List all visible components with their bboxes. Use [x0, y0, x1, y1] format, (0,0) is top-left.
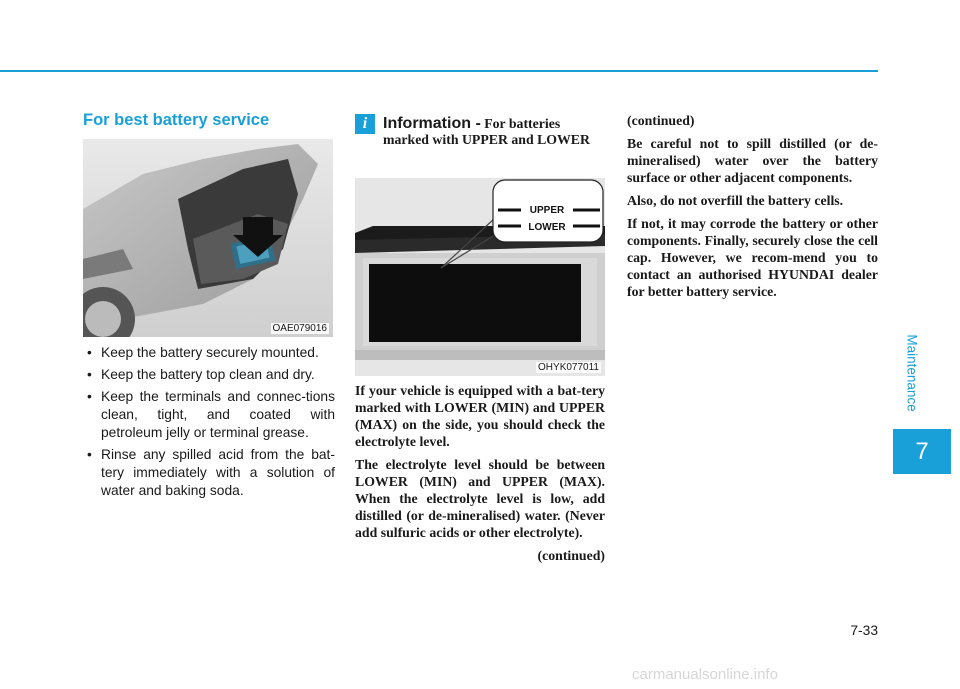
- car-trunk-illustration: [83, 139, 333, 337]
- footer-watermark: carmanualsonline.info: [632, 666, 778, 683]
- list-item: [83, 344, 335, 362]
- figure-code: OHYK077011: [538, 362, 599, 373]
- information-label: Information -: [383, 115, 481, 132]
- continued-note: (continued): [627, 113, 695, 128]
- chapter-name: Maintenance: [904, 334, 920, 412]
- information-title: For batteries marked with UPPER and LOWER: [383, 116, 590, 147]
- list-item: [83, 388, 335, 442]
- paragraph: The electrolyte level should be between LOWER (MIN) and UPPER (MAX). When the electrolyte level is low, add distilled (or de-mineralised) water. (Never add sulfuric acids or other electrolyte).: [355, 457, 605, 540]
- upper-mark-label: UPPER: [529, 205, 565, 216]
- battery-level-figure: [355, 178, 605, 376]
- paragraph: If not, it may corrode the battery or other components. Finally, securely close the cell cap. However, we recom-mend you to contact an authorised HYUNDAI dealer for better battery service.: [627, 216, 878, 299]
- information-heading: [383, 116, 609, 148]
- continued-note: (continued): [537, 548, 605, 563]
- electrolyte-text: [355, 382, 605, 570]
- list-item: [83, 366, 335, 384]
- electrolyte-text-continued: [627, 112, 878, 306]
- page-number: 7-33: [850, 623, 878, 638]
- bullet-icon: •: [87, 389, 92, 404]
- information-icon: i: [355, 114, 375, 134]
- figure-code: OAE079016: [272, 323, 327, 334]
- battery-illustration: [355, 178, 605, 376]
- bullet-icon: •: [87, 447, 92, 462]
- bullet-icon: •: [87, 345, 92, 360]
- car-trunk-battery-figure: [83, 139, 333, 337]
- paragraph: If your vehicle is equipped with a bat-tery marked with LOWER (MIN) and UPPER (MAX) on the side, you should check the electrolyte level.: [355, 383, 605, 449]
- paragraph: Be careful not to spill distilled (or de-mineralised) water over the battery surface or other adjacent components.: [627, 136, 878, 185]
- battery-service-list: [83, 344, 335, 504]
- list-item-text: Keep the battery securely mounted.: [101, 345, 319, 360]
- lower-mark-label: LOWER: [528, 222, 566, 233]
- list-item-text: Rinse any spilled acid from the bat-tery immediately with a solution of water and baking soda.: [101, 447, 335, 498]
- list-item-text: Keep the battery top clean and dry.: [101, 367, 315, 382]
- chapter-side-label: [892, 318, 932, 428]
- top-rule: [0, 70, 878, 72]
- list-item: [83, 446, 335, 500]
- paragraph: Also, do not overfill the battery cells.: [627, 193, 844, 208]
- section-title: For best battery service: [83, 111, 270, 129]
- list-item-text: Keep the terminals and connec-tions clean, tight, and coated with petroleum jelly or terminal grease.: [101, 389, 335, 440]
- chapter-tab: 7: [893, 429, 951, 474]
- bullet-icon: •: [87, 367, 92, 382]
